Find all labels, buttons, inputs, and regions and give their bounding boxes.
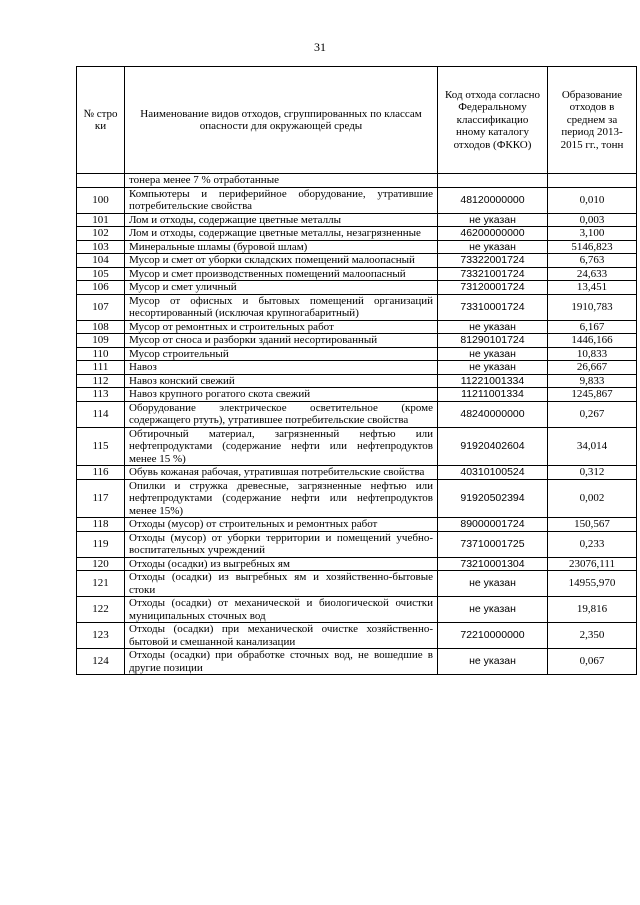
fkko-code: не указан xyxy=(438,240,548,254)
row-number: 108 xyxy=(77,320,125,334)
fkko-code: 40310100524 xyxy=(438,466,548,480)
table-row xyxy=(77,557,637,571)
fkko-code: 72210000000 xyxy=(438,623,548,649)
waste-name: Навоз конский свежий xyxy=(125,374,438,388)
row-number: 112 xyxy=(77,374,125,388)
row-number: 115 xyxy=(77,427,125,466)
table-row xyxy=(77,267,637,281)
waste-volume: 0,010 xyxy=(548,187,637,213)
row-number: 102 xyxy=(77,227,125,241)
row-number: 113 xyxy=(77,388,125,402)
table-row xyxy=(77,361,637,375)
header-fkko-code: Код отхода согласно Федеральному классификацио нному каталогу отходов (ФККО) xyxy=(438,67,548,174)
fkko-code: не указан xyxy=(438,320,548,334)
waste-name: Компьютеры и периферийное оборудование, утратившие потребительские свойства xyxy=(125,187,438,213)
waste-volume: 23076,111 xyxy=(548,557,637,571)
waste-name: Минеральные шламы (буровой шлам) xyxy=(125,240,438,254)
table-row xyxy=(77,374,637,388)
fkko-code: 48240000000 xyxy=(438,401,548,427)
table-row xyxy=(77,649,637,675)
fkko-code: не указан xyxy=(438,361,548,375)
fkko-code: 89000001724 xyxy=(438,518,548,532)
row-number: 124 xyxy=(77,649,125,675)
row-number: 104 xyxy=(77,254,125,268)
row-number: 118 xyxy=(77,518,125,532)
waste-volume: 0,267 xyxy=(548,401,637,427)
waste-table xyxy=(76,66,637,675)
fkko-code: 73120001724 xyxy=(438,281,548,295)
waste-volume: 6,167 xyxy=(548,320,637,334)
row-number: 106 xyxy=(77,281,125,295)
waste-name: Лом и отходы, содержащие цветные металлы, незагрязненные xyxy=(125,227,438,241)
table-row xyxy=(77,347,637,361)
waste-volume: 1446,166 xyxy=(548,334,637,348)
waste-name: Отходы (мусор) от уборки территории и помещений учебно-воспитательных учреждений xyxy=(125,531,438,557)
waste-volume: 0,003 xyxy=(548,213,637,227)
waste-name: Оборудование электрическое осветительное (кроме содержащего ртуть), утратившее потребительские свойства xyxy=(125,401,438,427)
table-row xyxy=(77,531,637,557)
row-number: 107 xyxy=(77,294,125,320)
table-row xyxy=(77,187,637,213)
row-number: 110 xyxy=(77,347,125,361)
table-row xyxy=(77,466,637,480)
waste-name: Мусор строительный xyxy=(125,347,438,361)
fkko-code: не указан xyxy=(438,571,548,597)
fkko-code: 46200000000 xyxy=(438,227,548,241)
row-number: 109 xyxy=(77,334,125,348)
fkko-code: 73322001724 xyxy=(438,254,548,268)
fkko-code: 73321001724 xyxy=(438,267,548,281)
table-row xyxy=(77,401,637,427)
waste-volume: 6,763 xyxy=(548,254,637,268)
waste-name: Мусор и смет производственных помещений малоопасный xyxy=(125,267,438,281)
waste-name: Мусор от ремонтных и строительных работ xyxy=(125,320,438,334)
table-row xyxy=(77,294,637,320)
fkko-code: 73310001724 xyxy=(438,294,548,320)
waste-name: Лом и отходы, содержащие цветные металлы xyxy=(125,213,438,227)
waste-volume: 13,451 xyxy=(548,281,637,295)
waste-name: Отходы (мусор) от строительных и ремонтных работ xyxy=(125,518,438,532)
waste-volume: 0,002 xyxy=(548,479,637,518)
page-number: 31 xyxy=(314,40,326,54)
fkko-code: 73710001725 xyxy=(438,531,548,557)
row-number: 103 xyxy=(77,240,125,254)
table-row xyxy=(77,479,637,518)
fkko-code: 91920502394 xyxy=(438,479,548,518)
table-row xyxy=(77,334,637,348)
waste-volume: 0,312 xyxy=(548,466,637,480)
waste-name: Отходы (осадки) из выгребных ям xyxy=(125,557,438,571)
fkko-code: не указан xyxy=(438,597,548,623)
fkko-code: 73210001304 xyxy=(438,557,548,571)
waste-volume: 19,816 xyxy=(548,597,637,623)
table-row xyxy=(77,388,637,402)
waste-volume: 1910,783 xyxy=(548,294,637,320)
waste-name: Обтирочный материал, загрязненный нефтью или нефтепродуктами (содержание нефти или нефтепродуктов менее 15 %) xyxy=(125,427,438,466)
waste-volume: 24,633 xyxy=(548,267,637,281)
table-row xyxy=(77,571,637,597)
table-row xyxy=(77,623,637,649)
fkko-code: 11211001334 xyxy=(438,388,548,402)
row-number: 114 xyxy=(77,401,125,427)
waste-name: Мусор и смет уличный xyxy=(125,281,438,295)
fkko-code: не указан xyxy=(438,213,548,227)
continuation-text: тонера менее 7 % отработанные xyxy=(125,174,438,188)
header-row-number: № стро ки xyxy=(77,67,125,174)
row-number: 122 xyxy=(77,597,125,623)
waste-name: Отходы (осадки) при обработке сточных вод, не вошедшие в другие позиции xyxy=(125,649,438,675)
row-number: 121 xyxy=(77,571,125,597)
waste-volume: 5146,823 xyxy=(548,240,637,254)
fkko-code: не указан xyxy=(438,347,548,361)
waste-name: Мусор от офисных и бытовых помещений организаций несортированный (исключая крупногабаритный) xyxy=(125,294,438,320)
waste-name: Обувь кожаная рабочая, утратившая потребительские свойства xyxy=(125,466,438,480)
waste-volume: 10,833 xyxy=(548,347,637,361)
waste-volume: 9,833 xyxy=(548,374,637,388)
waste-volume: 0,067 xyxy=(548,649,637,675)
waste-name: Мусор от сноса и разборки зданий несортированный xyxy=(125,334,438,348)
waste-volume: 34,014 xyxy=(548,427,637,466)
waste-volume: 3,100 xyxy=(548,227,637,241)
table-row xyxy=(77,240,637,254)
continuation-row xyxy=(77,174,637,188)
waste-volume: 14955,970 xyxy=(548,571,637,597)
table-row xyxy=(77,281,637,295)
waste-volume: 150,567 xyxy=(548,518,637,532)
row-number: 119 xyxy=(77,531,125,557)
fkko-code: 48120000000 xyxy=(438,187,548,213)
row-number: 117 xyxy=(77,479,125,518)
row-number: 101 xyxy=(77,213,125,227)
waste-name: Мусор и смет от уборки складских помещений малоопасный xyxy=(125,254,438,268)
waste-volume: 2,350 xyxy=(548,623,637,649)
table-row xyxy=(77,227,637,241)
waste-name: Отходы (осадки) из выгребных ям и хозяйственно-бытовые стоки xyxy=(125,571,438,597)
waste-name: Навоз xyxy=(125,361,438,375)
waste-name: Навоз крупного рогатого скота свежий xyxy=(125,388,438,402)
row-number: 105 xyxy=(77,267,125,281)
waste-name: Отходы (осадки) при механической очистке хозяйственно-бытовой и смешанной канализации xyxy=(125,623,438,649)
waste-volume: 0,233 xyxy=(548,531,637,557)
waste-name: Отходы (осадки) от механической и биологической очистки муниципальных сточных вод xyxy=(125,597,438,623)
row-number: 111 xyxy=(77,361,125,375)
table-row xyxy=(77,518,637,532)
row-number: 120 xyxy=(77,557,125,571)
row-number: 123 xyxy=(77,623,125,649)
waste-volume: 26,667 xyxy=(548,361,637,375)
header-waste-name: Наименование видов отходов, сгруппированных по классам опасности для окружающей среды xyxy=(125,67,438,174)
waste-name: Опилки и стружка древесные, загрязненные нефтью или нефтепродуктами (содержание нефти или нефтепродуктов менее 15%) xyxy=(125,479,438,518)
row-number: 116 xyxy=(77,466,125,480)
table-row xyxy=(77,213,637,227)
table-row xyxy=(77,254,637,268)
fkko-code: не указан xyxy=(438,649,548,675)
fkko-code: 11221001334 xyxy=(438,374,548,388)
fkko-code: 81290101724 xyxy=(438,334,548,348)
table-header-row xyxy=(77,67,637,174)
table-row xyxy=(77,427,637,466)
table-row xyxy=(77,597,637,623)
row-number: 100 xyxy=(77,187,125,213)
table-row xyxy=(77,320,637,334)
waste-volume: 1245,867 xyxy=(548,388,637,402)
header-waste-volume: Образование отходов в среднем за период 2013-2015 гг., тонн xyxy=(548,67,637,174)
fkko-code: 91920402604 xyxy=(438,427,548,466)
